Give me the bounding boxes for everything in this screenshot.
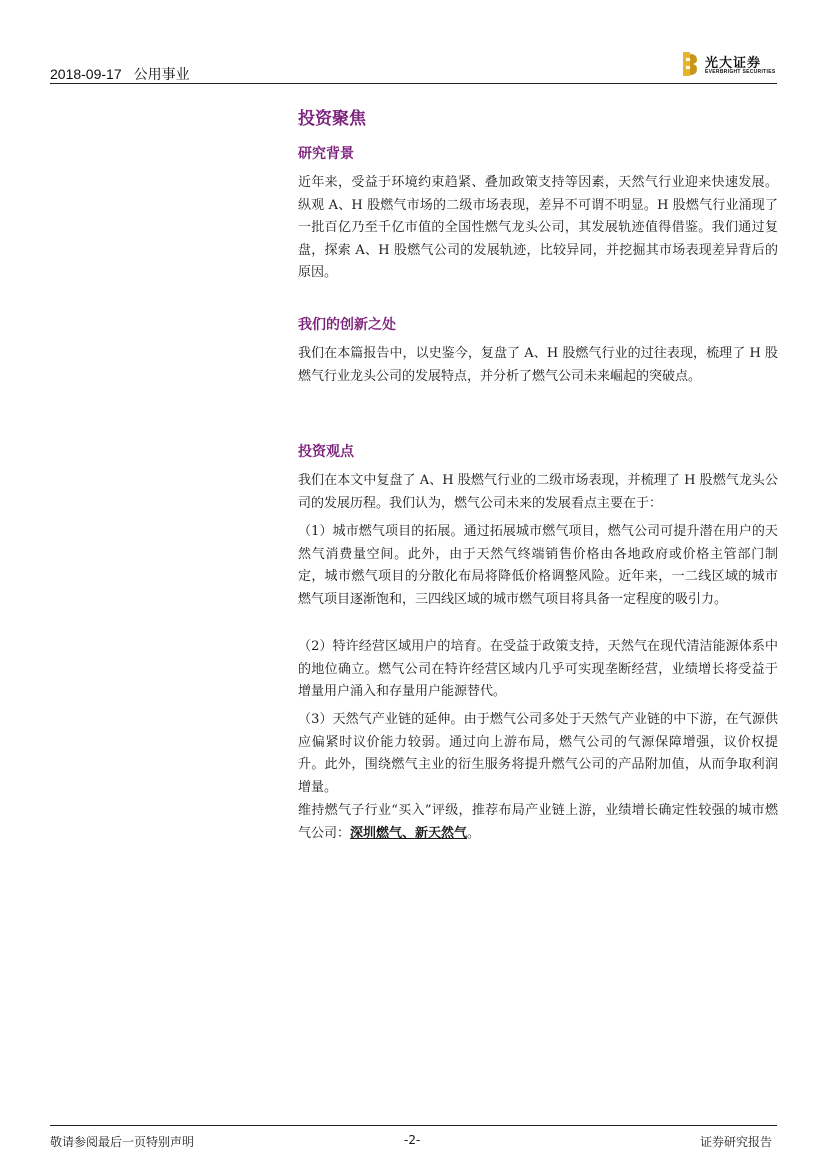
footer-disclaimer: 敬请参阅最后一页特别声明: [50, 1135, 195, 1149]
report-date-line: [50, 64, 190, 84]
report-sector: 公用事业: [133, 66, 190, 82]
company-logo: [683, 52, 783, 78]
point-item: （3）天然气产业链的延伸。由于燃气公司多处于天然气产业链的中下游，在气源供应偏紧时议价能力较弱。通过向上游布局，燃气公司的气源保障增强，议价权提升。此外，围绕燃气主业的衍生服务将提升燃气公司的产品附加值，从而争取利润增量。: [298, 712, 778, 795]
point-item: （1）城市燃气项目的拓展。通过拓展城市燃气项目，燃气公司可提升潜在用户的天然气消费量空间。此外，由于天然气终端销售价格由各地政府或价格主管部门制定，城市燃气项目的分散化布局将降低价格调整风险。近年来，一二线区域的城市燃气项目逐渐饱和，三四线区域的城市燃气项目将具备一定程度的吸引力。: [298, 524, 778, 607]
section-paragraph: 我们在本篇报告中，以史鉴今，复盘了 A、H 股燃气行业的过往表现，梳理了 H 股燃气行业龙头公司的发展特点，并分析了燃气公司未来崛起的突破点。: [298, 346, 778, 384]
logo-text-en: EVERBRIGHT SECURITIES: [705, 69, 776, 75]
rating-conclusion: [298, 800, 778, 845]
section-title-investment-view: 投资观点: [298, 444, 354, 460]
section-paragraph: 我们在本文中复盘了 A、H 股燃气行业的二级市场表现，并梳理了 H 股燃气龙头公司的发展历程。我们认为，燃气公司未来的发展看点主要在于：: [298, 473, 778, 511]
section-title-innovation: 我们的创新之处: [298, 317, 396, 333]
page-title: 投资聚焦: [298, 109, 366, 129]
report-date: 2018-09-17: [50, 66, 122, 82]
header-divider: [50, 83, 777, 84]
point-item: （2）特许经营区域用户的培育。在受益于政策支持，天然气在现代清洁能源体系中的地位确立。燃气公司在特许经营区域内几乎可实现垄断经营，业绩增长将受益于增量用户涌入和存量用户能源替代。: [298, 639, 778, 699]
recommended-stocks: 深圳燃气、新天然气: [350, 825, 468, 841]
footer-divider: [50, 1125, 777, 1126]
logo-mark-icon: [683, 52, 697, 76]
section-title-background: 研究背景: [298, 146, 354, 162]
footer-report-type: 证券研究报告: [700, 1135, 773, 1149]
logo-text-cn: 光大证券: [705, 56, 762, 71]
page-number: -2-: [404, 1133, 421, 1147]
conclusion-text: 维持燃气子行业“买入”评级，推荐布局产业链上游，业绩增长确定性较强的城市燃气公司：: [298, 803, 778, 841]
conclusion-end: 。: [467, 825, 481, 841]
section-paragraph: 近年来，受益于环境约束趋紧、叠加政策支持等因素，天然气行业迎来快速发展。纵观 A、H 股燃气市场的二级市场表现，差异不可谓不明显。H 股燃气行业涌现了一批百亿乃至千亿市值的全国性燃气龙头公司，其发展轨迹值得借鉴。我们通过复盘，探索 A、H 股燃气公司的发展轨迹，比较异同，并挖掘其市场表现差异背后的原因。: [298, 175, 778, 280]
